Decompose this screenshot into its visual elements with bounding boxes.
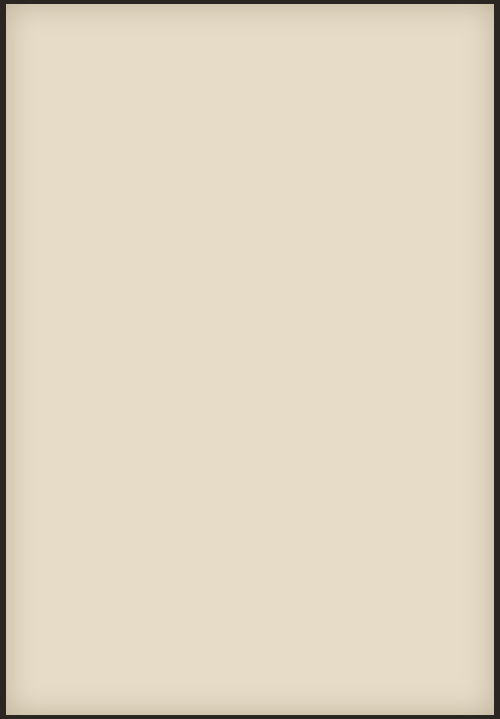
book-page [6, 4, 494, 715]
